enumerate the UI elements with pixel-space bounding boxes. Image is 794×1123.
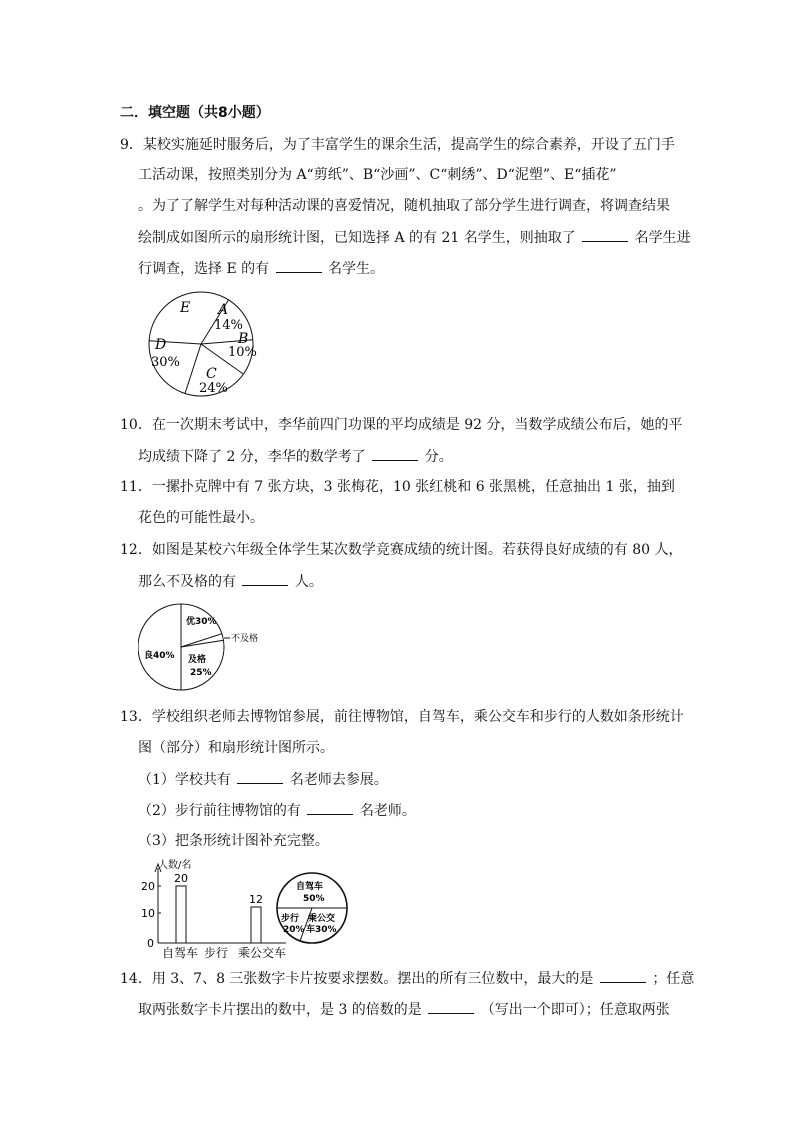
q10-line1: 10．在一次期末考试中，李华前四门功课的平均成绩是 92 分，当数学成绩公布后，她的平 — [120, 417, 683, 433]
q13-bar-zijiache — [176, 886, 186, 943]
q13-pie-gj2: 车30% — [306, 925, 337, 935]
q9-line1: 9．某校实施延时服务后，为了丰富学生的课余生活，提高学生的综合素养，开设了五门手 — [120, 137, 675, 153]
q10-answer-blank[interactable] — [372, 446, 418, 461]
q12-line2 — [138, 571, 323, 592]
q9-pie-chart — [138, 286, 268, 398]
q13-bar-label-12: 12 — [249, 893, 263, 906]
q14-answer-blank-1[interactable] — [600, 968, 646, 983]
q13-pie-chart — [274, 871, 354, 947]
q12-line1: 12．如图是某校六年级全体学生某次数学竞赛成绩的统计图。若获得良好成绩的有 80 人， — [120, 542, 683, 558]
q9-label-d: D — [155, 337, 167, 353]
q13-sub2-text: （2）步行前往博物馆的有 — [138, 803, 301, 819]
q13-pie-zj: 自驾车 — [296, 882, 324, 892]
q10-line2-text: 均成绩下降了 2 分，李华的数学考了 — [138, 449, 366, 465]
q13-bar-label-20: 20 — [174, 872, 188, 885]
q12-label-bujige: 不及格 — [231, 634, 259, 644]
q14-line2 — [138, 999, 670, 1020]
q13-ytick-0: 0 — [147, 937, 154, 950]
q12-label-jige: 及格 — [188, 655, 207, 665]
q13-sub1-tail: 名老师去参展。 — [289, 772, 388, 788]
q14-line2-tail: （写出一个即可）；任意取两张 — [480, 1002, 670, 1018]
q9-line4-text: 绘制成如图所示的扇形统计图，已知选择 A 的有 21 名学生，则抽取了 — [138, 230, 576, 246]
q9-line5-tail: 名学生。 — [328, 261, 385, 277]
q13-ylabel: 人数/名 — [158, 860, 192, 871]
q9-label-e: E — [180, 300, 191, 316]
q13-sub1 — [138, 769, 388, 790]
q13-ytick-20: 20 — [141, 880, 155, 893]
q13-sub2-tail: 名老师。 — [359, 803, 416, 819]
q12-divider-bujige-jige — [181, 640, 224, 647]
q13-sub1-text: （1）学校共有 — [138, 772, 231, 788]
q12-answer-blank[interactable] — [242, 571, 288, 586]
q9-label-b: B — [238, 331, 249, 347]
q13-bar-chart — [138, 858, 288, 962]
q10-line2 — [138, 446, 453, 467]
q9-label-d-pct: 30% — [151, 355, 180, 370]
q12-line2-text: 那么不及格的有 — [138, 574, 236, 590]
q9-label-a: A — [218, 302, 229, 318]
q10-line2-tail: 分。 — [424, 449, 453, 465]
q9-label-b-pct: 10% — [228, 345, 257, 360]
q11-line2: 花色的可能性最小。 — [138, 510, 264, 526]
q14-answer-blank-2[interactable] — [428, 999, 474, 1014]
q14-line1-text: 14．用 3、7、8 三张数字卡片按要求摆数。摆出的所有三位数中，最大的是 — [120, 971, 594, 987]
q13-line2: 图（部分）和扇形统计图所示。 — [138, 740, 334, 756]
q13-ytick-10: 10 — [141, 907, 155, 920]
q13-answer-blank-1[interactable] — [237, 769, 283, 784]
q14-line1-tail: ；任意 — [652, 971, 695, 987]
q9-line3: 。为了了解学生对每种活动课的喜爱情况，随机抽取了部分学生进行调查，将调查结果 — [138, 198, 670, 214]
q12-label-liang: 良40% — [144, 651, 175, 661]
q12-pie-chart — [138, 602, 278, 694]
q9-line5-text: 行调查，选择 E 的有 — [138, 261, 270, 277]
q13-sub3: （3）把条形统计图补充完整。 — [138, 833, 329, 849]
q13-pie-bx-pct: 20% — [283, 925, 305, 935]
q13-cat-buxing: 步行 — [204, 946, 229, 960]
q9-label-a-pct: 14% — [214, 318, 243, 333]
q9-line2: 工活动课，按照类别分为 A“剪纸”、B“沙画”、C“刺绣”、D“泥塑”、E“插花” — [138, 167, 617, 183]
q14-line2-text: 取两张数字卡片摆出的数中，是 3 的倍数的是 — [138, 1002, 422, 1018]
q9-answer-blank-1[interactable] — [582, 227, 628, 242]
q12-divider-you-bujige — [181, 634, 222, 647]
q9-answer-blank-2[interactable] — [276, 258, 322, 273]
q13-bar-gongjiao — [251, 907, 261, 943]
q13-pie-zj-pct: 50% — [303, 894, 325, 904]
q12-label-you: 优30% — [186, 617, 217, 627]
q9-line5 — [138, 258, 384, 279]
q13-sub2 — [138, 800, 416, 821]
q9-label-c: C — [206, 366, 217, 382]
q13-cat-zijiache: 自驾车 — [162, 946, 199, 960]
q9-label-c-pct: 24% — [199, 381, 228, 396]
q12-line2-tail: 人。 — [294, 574, 323, 590]
q11-line1: 11．一摞扑克牌中有 7 张方块，3 张梅花，10 张红桃和 6 张黑桃，任意抽出 1 张，抽到 — [120, 479, 675, 495]
q13-answer-blank-2[interactable] — [307, 800, 353, 815]
q14-line1 — [120, 968, 694, 989]
q13-pie-bx: 步行 — [281, 914, 300, 924]
section-title: 二．填空题（共8小题） — [120, 105, 270, 121]
q12-label-jige-pct: 25% — [190, 668, 212, 678]
q13-cat-gongjiao: 乘公交车 — [238, 946, 287, 960]
q13-line1: 13．学校组织老师去博物馆参展，前往博物馆，自驾车，乘公交车和步行的人数如条形统计 — [120, 709, 684, 725]
q9-line4 — [138, 227, 691, 248]
q9-line4-tail: 名学生进 — [634, 230, 691, 246]
q13-pie-gj1: 乘公交 — [308, 914, 336, 924]
